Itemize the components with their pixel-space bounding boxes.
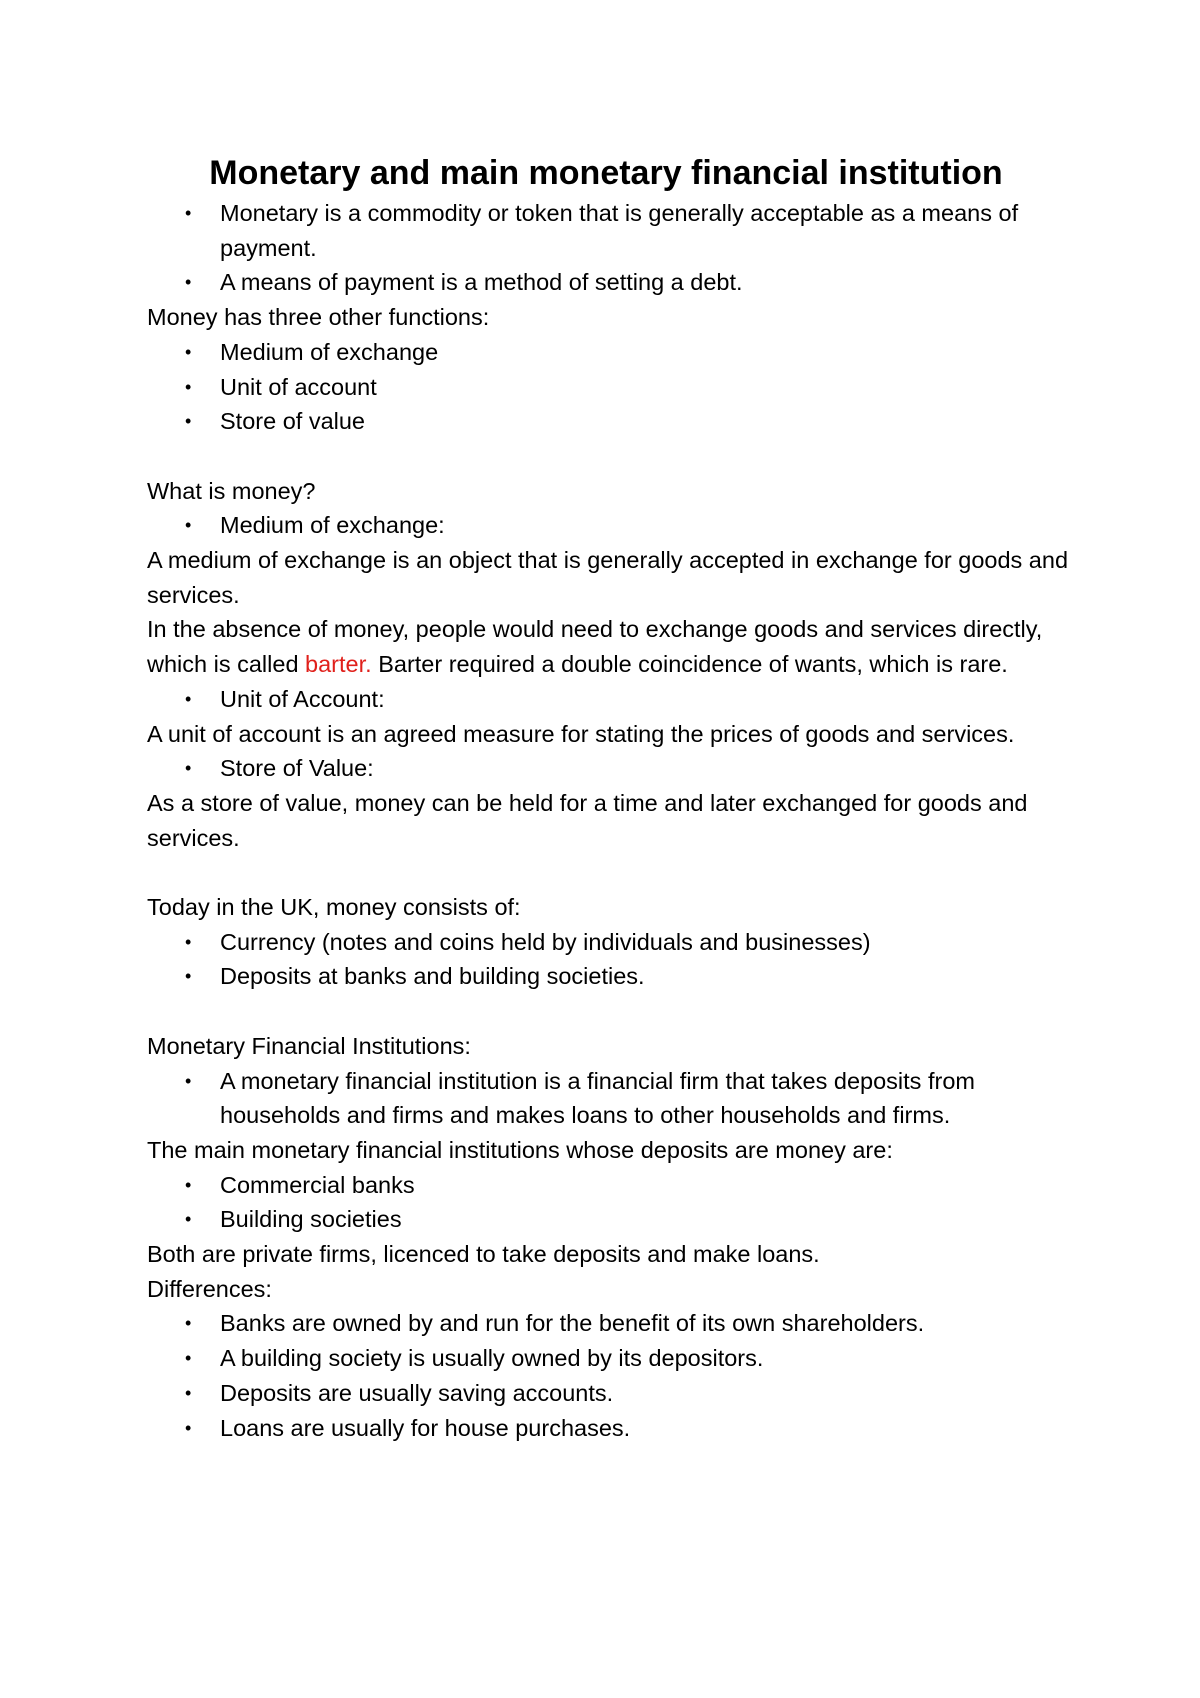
list-item-text: Store of Value: [220,755,374,782]
list-item-text: A means of payment is a method of setting a debt. [220,269,743,296]
list-item [147,682,1077,717]
list-item [147,370,1077,405]
list-item [147,959,1077,994]
page-title: Monetary and main monetary financial institution [209,154,1003,192]
list-item-text: Store of value [220,408,366,435]
bullet-icon: • [185,966,192,987]
bullet-icon: • [185,758,192,779]
list-item-text: Monetary is a commodity or token that is generally acceptable as a means of payment. [220,200,1019,261]
barter-text-before: In the absence of money, people would need to exchange goods and services directly, which is called [147,616,1043,678]
list-item-text: A building society is usually owned by its depositors. [220,1345,764,1372]
store-paragraph: As a store of value, money can be held for a time and later exchanged for goods and services. [147,789,1028,851]
uk-money-heading: Today in the UK, money consists of: [147,894,521,921]
bullet-icon: • [185,931,192,952]
list-item-text: A monetary financial institution is a financial firm that takes deposits from households and firms and makes loans to other households and firms. [220,1067,975,1129]
list-item-text: Medium of exchange [220,338,439,365]
bullet-icon: • [185,688,192,709]
list-item [147,265,1077,300]
list-item [147,335,1077,370]
list-item-text: Building societies [220,1206,402,1233]
bullet-icon: • [185,1070,192,1091]
bullet-icon: • [185,411,192,432]
list-item [147,925,1077,960]
both-paragraph: Both are private firms, licenced to take deposits and make loans. [147,1241,820,1268]
list-item [147,1411,1077,1446]
unit-paragraph: A unit of account is an agreed measure for stating the prices of goods and services. [147,720,1015,747]
list-item [147,508,1077,543]
list-item-text: Deposits are usually saving accounts. [220,1379,614,1406]
list-item [147,196,1077,265]
bullet-icon: • [185,1417,192,1438]
functions-heading: Money has three other functions: [147,304,490,331]
mfi-main-heading: The main monetary financial institutions whose deposits are money are: [147,1136,893,1163]
document-body [147,152,1077,1445]
list-item-text: Unit of account [220,373,377,400]
list-item [147,1306,1077,1341]
differences-list [147,1306,1077,1445]
unit-list [147,682,1077,717]
barter-highlight: barter. [305,651,372,678]
intro-list [147,196,1077,300]
list-item-text: Medium of exchange: [220,512,445,539]
bullet-icon: • [185,1209,192,1230]
bullet-icon: • [185,515,192,536]
bullet-icon: • [185,1382,192,1403]
barter-paragraph [147,612,1077,681]
list-item [147,1168,1077,1203]
list-item-text: Deposits at banks and building societies. [220,963,645,990]
list-item [147,1064,1077,1133]
medium-paragraph: A medium of exchange is an object that is generally accepted in exchange for goods and services. [147,547,1069,608]
list-item-text: Unit of Account: [220,685,385,712]
mfi-heading: Monetary Financial Institutions: [147,1032,471,1059]
mfi-main-list [147,1168,1077,1237]
mfi-list [147,1064,1077,1133]
bullet-icon: • [185,1348,192,1369]
functions-list [147,335,1077,439]
list-item [147,751,1077,786]
list-item-text: Banks are owned by and run for the benefit of its own shareholders. [220,1310,925,1337]
blank-line [147,855,1077,890]
bullet-icon: • [185,341,192,362]
list-item [147,1341,1077,1376]
list-item [147,404,1077,439]
bullet-icon: • [185,272,192,293]
medium-list [147,508,1077,543]
blank-line [147,994,1077,1029]
bullet-icon: • [185,203,192,223]
blank-line [147,439,1077,474]
store-list [147,751,1077,786]
differences-heading: Differences: [147,1275,272,1302]
bullet-icon: • [185,1174,192,1195]
uk-money-list [147,925,1077,994]
bullet-icon: • [185,1313,192,1334]
list-item-text: Commercial banks [220,1171,415,1198]
list-item [147,1202,1077,1237]
list-item [147,1376,1077,1411]
what-is-money-heading: What is money? [147,477,316,504]
bullet-icon: • [185,376,192,397]
list-item-text: Loans are usually for house purchases. [220,1414,631,1441]
barter-text-after: Barter required a double coincidence of wants, which is rare. [371,651,1008,678]
list-item-text: Currency (notes and coins held by individuals and businesses) [220,928,871,955]
